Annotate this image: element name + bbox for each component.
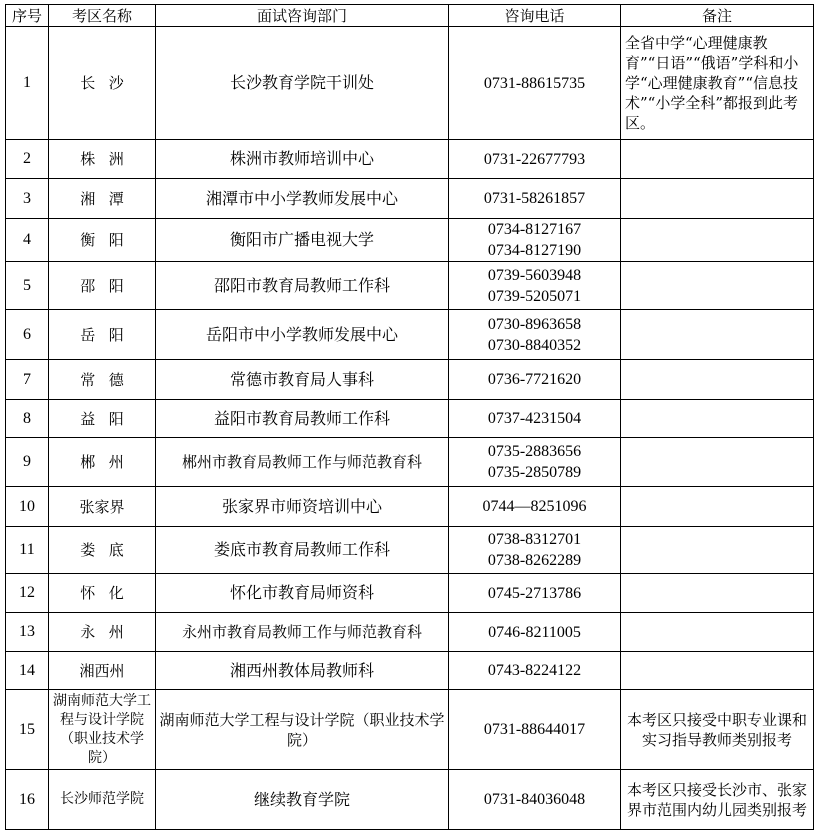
row-phone [449,360,621,400]
phone-number: 0735-2883656 [487,443,582,460]
row-note [621,140,814,179]
row-note [621,527,814,574]
row-seq: 2 [6,140,49,179]
row-dept: 邵阳市教育局教师工作科 [156,262,449,310]
phone-number: 0730-8840352 [487,336,582,354]
row-note [621,219,814,262]
row-phone [449,219,621,262]
row-note [621,487,814,527]
phone-number: 0731-58261857 [483,190,586,207]
row-phone [449,140,621,179]
phone-number: 0731-88644017 [483,721,586,738]
row-note [621,400,814,438]
row-note: 本考区只接受长沙市、张家界市范围内幼儿园类别报考 [621,770,814,830]
header-phone: 咨询电话 [449,5,621,27]
row-area [49,219,156,262]
row-area-text: 湘潭 [80,189,138,208]
row-area-text: 益阳 [80,409,138,428]
row-phone [449,527,621,574]
row-seq: 6 [6,310,49,360]
table-row [6,574,814,613]
phone-number: 0745-2713786 [487,584,582,602]
consultation-table [5,4,814,830]
row-seq: 10 [6,487,49,527]
row-seq: 12 [6,574,49,613]
row-dept: 衡阳市广播电视大学 [156,219,449,262]
row-seq: 16 [6,770,49,830]
header-dept: 面试咨询部门 [156,5,449,27]
row-phone [449,613,621,652]
table-row [6,652,814,690]
phone-number: 0731-22677793 [483,150,586,168]
row-area-text: 株洲 [80,150,138,168]
row-area [49,400,156,438]
row-seq: 4 [6,219,49,262]
table-row [6,613,814,652]
row-dept: 长沙教育学院干训处 [156,27,449,140]
row-area-text: 衡阳 [80,231,138,249]
table-row [6,310,814,360]
row-dept: 岳阳市中小学教师发展中心 [156,310,449,360]
table-row [6,438,814,487]
table-row [6,527,814,574]
row-dept: 怀化市教育局师资科 [156,574,449,613]
row-seq: 9 [6,438,49,487]
row-area [49,438,156,487]
table-row [6,770,814,830]
row-phone [449,438,621,487]
row-area-text: 郴州 [80,453,138,471]
header-area: 考区名称 [49,5,156,27]
row-dept: 继续教育学院 [156,770,449,830]
phone-number: 0743-8224122 [487,662,582,679]
row-note [621,310,814,360]
row-dept: 常德市教育局人事科 [156,360,449,400]
phone-number: 0735-2850789 [487,464,582,481]
row-phone [449,179,621,219]
phone-number: 0736-7721620 [487,371,582,388]
row-seq: 3 [6,179,49,219]
row-dept: 湖南师范大学工程与设计学院（职业技术学院） [156,690,449,770]
table-row [6,690,814,770]
row-phone [449,262,621,310]
phone-number: 0738-8262289 [487,552,582,569]
row-note: 全省中学“心理健康教育”“日语”“俄语”学科和小学“心理健康教育”“信息技术”“小学全科”都报到此考区。 [621,27,814,140]
row-phone [449,310,621,360]
row-note [621,360,814,400]
row-note [621,574,814,613]
row-note [621,438,814,487]
header-seq: 序号 [6,5,49,27]
row-phone [449,574,621,613]
row-seq: 7 [6,360,49,400]
row-area-text: 长沙 [80,74,138,92]
phone-number: 0734-8127190 [487,242,582,259]
table-row [6,27,814,140]
row-phone [449,487,621,527]
row-dept: 湘潭市中小学教师发展中心 [156,179,449,219]
row-phone [449,400,621,438]
row-dept: 株洲市教师培训中心 [156,140,449,179]
row-area-text: 长沙师范学院 [60,791,144,807]
table-row [6,360,814,400]
row-area-text: 常德 [80,370,138,389]
row-area [49,770,156,830]
row-area [49,262,156,310]
row-area-text: 邵阳 [80,276,138,295]
table-row [6,140,814,179]
phone-number: 0746-8211005 [488,623,581,641]
row-note: 本考区只接受中职专业课和实习指导教师类别报考 [621,690,814,770]
phone-number: 0738-8312701 [487,531,582,548]
row-area [49,652,156,690]
row-dept: 永州市教育局教师工作与师范教育科 [156,613,449,652]
row-phone [449,27,621,140]
row-area-text: 永州 [80,623,138,641]
row-area [49,527,156,574]
row-seq: 14 [6,652,49,690]
row-dept: 湘西州教体局教师科 [156,652,449,690]
phone-number: 0731-88615735 [483,74,586,92]
row-area [49,574,156,613]
row-area-text: 张家界 [79,497,125,516]
table-header-row [6,5,814,27]
row-area [49,27,156,140]
phone-number: 0734-8127167 [487,221,582,238]
row-area-text: 湖南师范大学工程与设计学院（职业技术学院） [53,692,151,766]
row-area-text: 岳阳 [80,325,138,344]
row-seq: 5 [6,262,49,310]
table-row [6,262,814,310]
phone-number: 0730-8963658 [487,315,582,333]
table-row [6,219,814,262]
row-area [49,310,156,360]
row-dept: 益阳市教育局教师工作科 [156,400,449,438]
row-phone [449,652,621,690]
row-area [49,140,156,179]
row-dept: 娄底市教育局教师工作科 [156,527,449,574]
phone-number: 0739-5603948 [487,266,582,284]
row-area-text: 湘西州 [79,661,125,680]
row-phone [449,770,621,830]
row-area [49,360,156,400]
phone-number: 0739-5205071 [487,287,582,305]
row-phone [449,690,621,770]
header-note: 备注 [621,5,814,27]
phone-number: 0744—8251096 [482,498,587,515]
row-seq: 11 [6,527,49,574]
row-seq: 13 [6,613,49,652]
row-note [621,262,814,310]
table-row [6,400,814,438]
row-area-text: 怀化 [80,584,138,602]
row-area [49,613,156,652]
row-area [49,179,156,219]
row-note [621,613,814,652]
row-seq: 1 [6,27,49,140]
table-row [6,487,814,527]
row-dept: 张家界市师资培训中心 [156,487,449,527]
phone-number: 0737-4231504 [487,410,582,427]
phone-number: 0731-84036048 [483,791,586,808]
row-seq: 8 [6,400,49,438]
row-dept: 郴州市教育局教师工作与师范教育科 [156,438,449,487]
table-row [6,179,814,219]
row-area [49,690,156,770]
row-area [49,487,156,527]
row-note [621,179,814,219]
row-area-text: 娄底 [80,541,138,559]
row-note [621,652,814,690]
row-seq: 15 [6,690,49,770]
